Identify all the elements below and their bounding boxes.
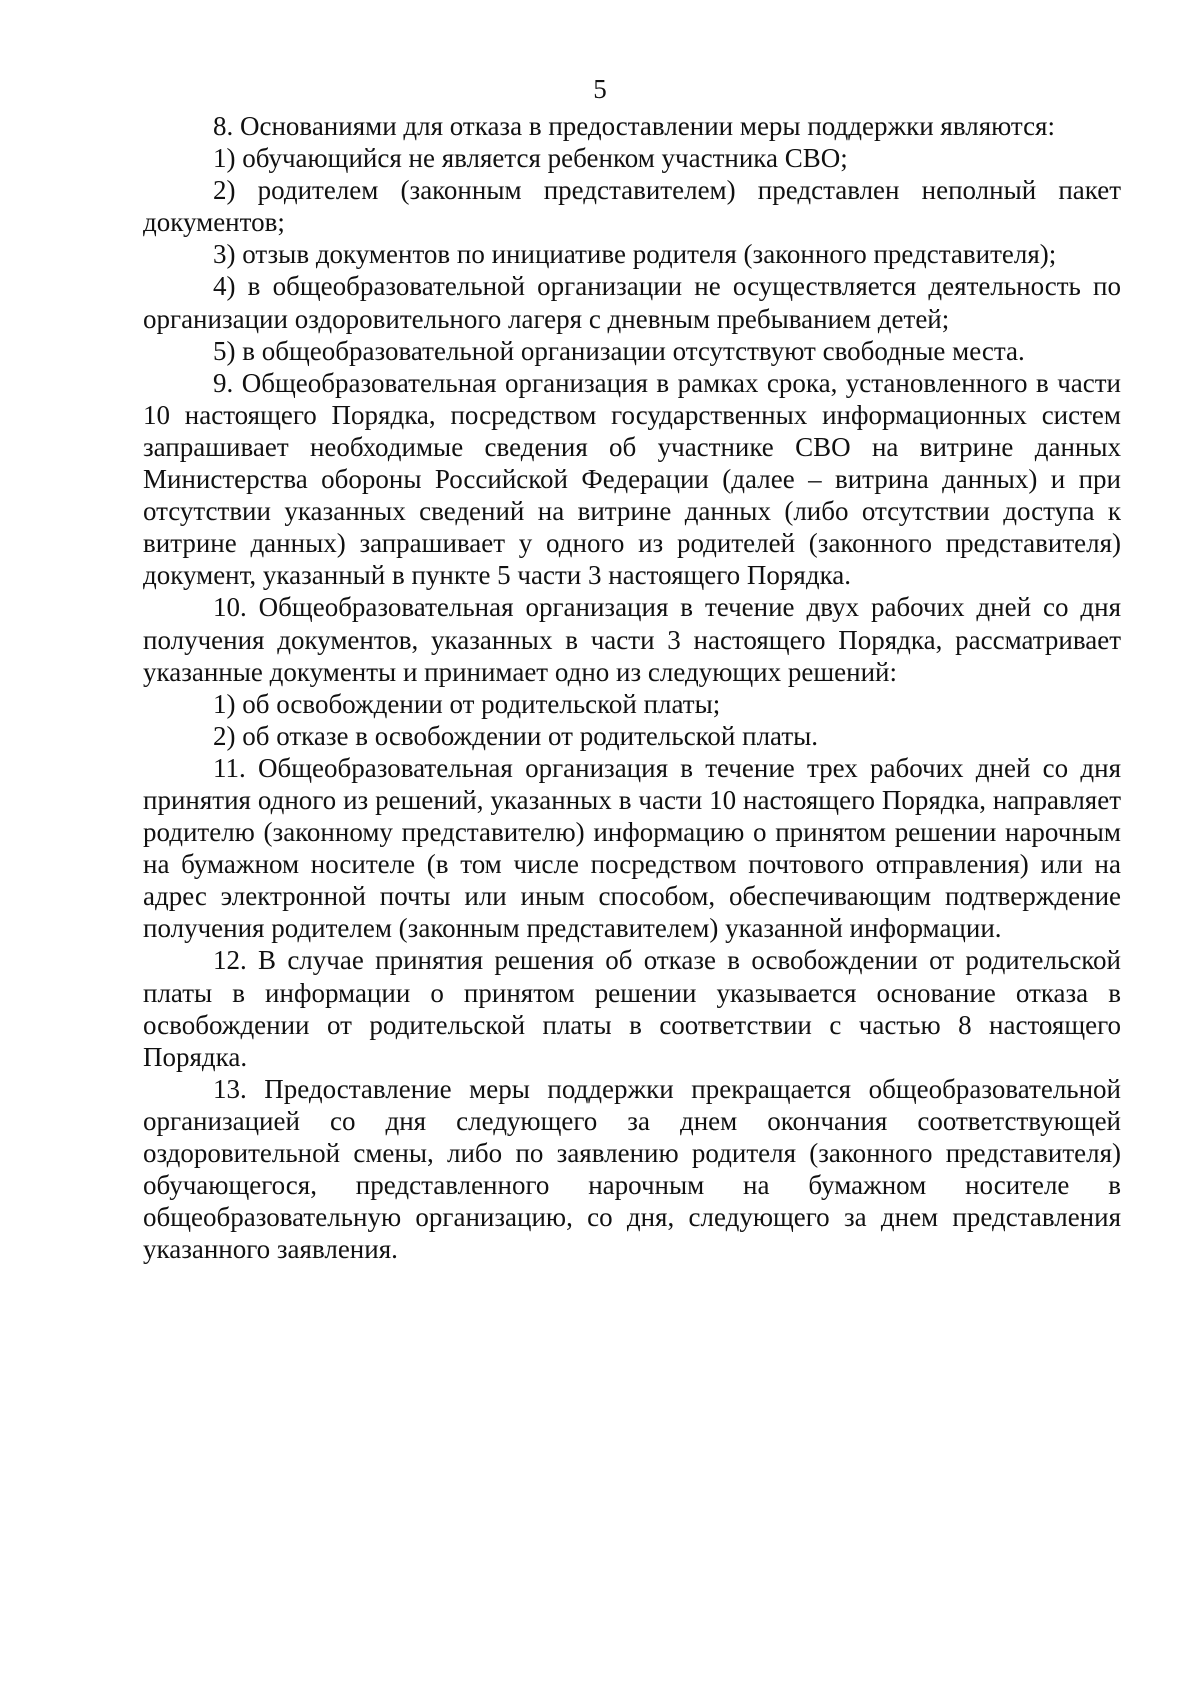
paragraph-11: 11. Общеобразовательная организация в течение трех рабочих дней со дня принятия одного из решений, указанных в части 10 настоящего Порядка, направляет родителю (законному представителю) информацию о принятом решении нарочным на бумажном носителе (в том числе посредством почтового отправления) или на адрес электронной почты или иным способом, обеспечивающим подтверждение получения родителем (законным представителем) указанной информации. xyxy=(143,752,1121,944)
list-item-1: 1) обучающийся не является ребенком участника СВО; xyxy=(213,143,848,174)
paragraph-9: 9. Общеобразовательная организация в рамках срока, установленного в части 10 настоящего Порядка, посредством государственных информационных систем запрашивает необходимые сведения об участнике СВО на витрине данных Министерства обороны Российской Федерации (далее – витрина данных) и при отсутствии указанных сведений на витрине данных (либо отсутствии доступа к витрине данных) запрашивает у одного из родителей (законного представителя) документ, указанный в пункте 5 части 3 настоящего Порядка. xyxy=(143,367,1121,591)
list-item-4: 4) в общеобразовательной организации не осуществляется деятельность по организации оздоровительного лагеря с дневным пребыванием детей; xyxy=(143,271,1121,334)
decision-item-2: 2) об отказе в освобождении от родительской платы. xyxy=(213,720,819,751)
list-item-5: 5) в общеобразовательной организации отсутствуют свободные места. xyxy=(213,335,1025,366)
decision-item-1: 1) об освобождении от родительской платы; xyxy=(213,688,721,719)
paragraph-8-refusal-grounds: 8. Основаниями для отказа в предоставлении меры поддержки являются: xyxy=(213,111,1055,141)
list-item-2: 2) родителем (законным представителем) представлен неполный пакет документов; xyxy=(143,175,1121,238)
paragraph-13: 13. Предоставление меры поддержки прекращается общеобразовательной организацией со дня следующего за днем окончания соответствующей оздоровительной смены, либо по заявлению родителя (законного представителя) обучающегося, представленного нарочным на бумажном носителе в общеобразовательную организацию, со дня, следующего за днем представления указанного заявления. xyxy=(143,1073,1121,1265)
paragraph-12: 12. В случае принятия решения об отказе в освобождении от родительской платы в информации о принятом решении указывается основание отказа в освобождении от родительской платы в соответствии с частью 8 настоящего Порядка. xyxy=(143,945,1121,1072)
list-item-3: 3) отзыв документов по инициативе родителя (законного представителя); xyxy=(213,239,1057,270)
document-body xyxy=(143,110,1121,1265)
paragraph-10: 10. Общеобразовательная организация в течение двух рабочих дней со дня получения документов, указанных в части 3 настоящего Порядка, рассматривает указанные документы и принимает одно из следующих решений: xyxy=(143,592,1121,687)
page-number: 5 xyxy=(593,74,607,104)
